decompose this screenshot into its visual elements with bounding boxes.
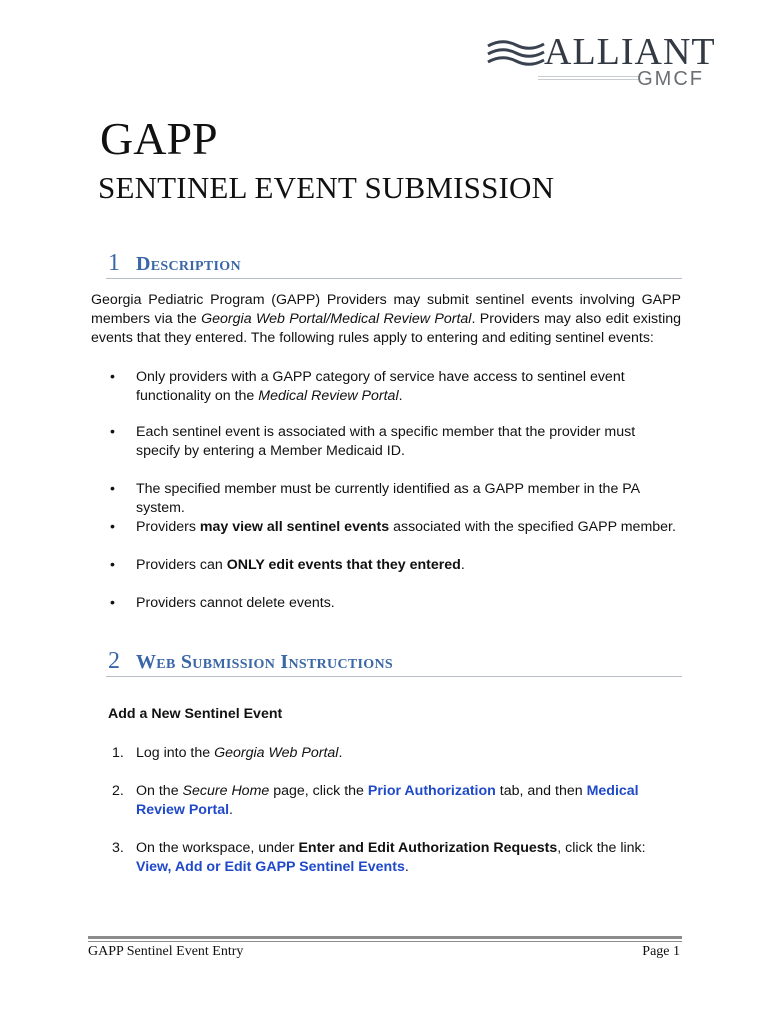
add-sentinel-event-heading: Add a New Sentinel Event (108, 706, 283, 722)
logo-subtitle: GMCF (637, 68, 704, 90)
bullet-icon: • (110, 519, 115, 535)
description-paragraph (91, 291, 681, 348)
alliant-gmcf-logo (486, 30, 716, 92)
section-number: 2 (108, 648, 120, 674)
section-number: 1 (108, 250, 120, 276)
step-number: 2. (112, 783, 124, 799)
bullet-icon: • (110, 481, 115, 497)
bullet-icon: • (110, 557, 115, 573)
wave-lines-icon (486, 36, 546, 72)
document-subtitle: SENTINEL EVENT SUBMISSION (98, 170, 555, 205)
section-title: Web Submission Instructions (136, 651, 393, 673)
intro-text: Georgia Pediatric Program (GAPP) Providers may submit sentinel events involving GAPP members via the (91, 292, 681, 327)
footer-divider (88, 936, 682, 939)
footer-divider-thin (88, 941, 682, 942)
section-title: Description (136, 253, 241, 275)
medical-review-portal-link[interactable]: Medical Review Portal (136, 783, 639, 818)
page-number: Page 1 (642, 944, 680, 959)
section-1-heading (106, 250, 682, 279)
bullet-icon: • (110, 369, 115, 385)
intro-text-end: . Providers may also edit existing events that they entered. The following rules apply to entering and editing sentinel events: (91, 311, 681, 346)
bullet-icon: • (110, 595, 115, 611)
footer-title: GAPP Sentinel Event Entry (88, 944, 244, 959)
intro-portal-name: Georgia Web Portal/Medical Review Portal (201, 311, 472, 327)
document-title: GAPP (100, 113, 218, 164)
bullet-icon: • (110, 424, 115, 440)
logo-tagline-lines (538, 74, 638, 82)
prior-authorization-link[interactable]: Prior Authorization (367, 783, 496, 799)
step-number: 3. (112, 840, 124, 856)
gapp-sentinel-events-link[interactable]: View, Add or Edit GAPP Sentinel Events (136, 859, 405, 875)
step-number: 1. (112, 745, 124, 761)
section-2-heading (106, 648, 682, 677)
logo-wordmark: ALLIANT (544, 31, 716, 73)
